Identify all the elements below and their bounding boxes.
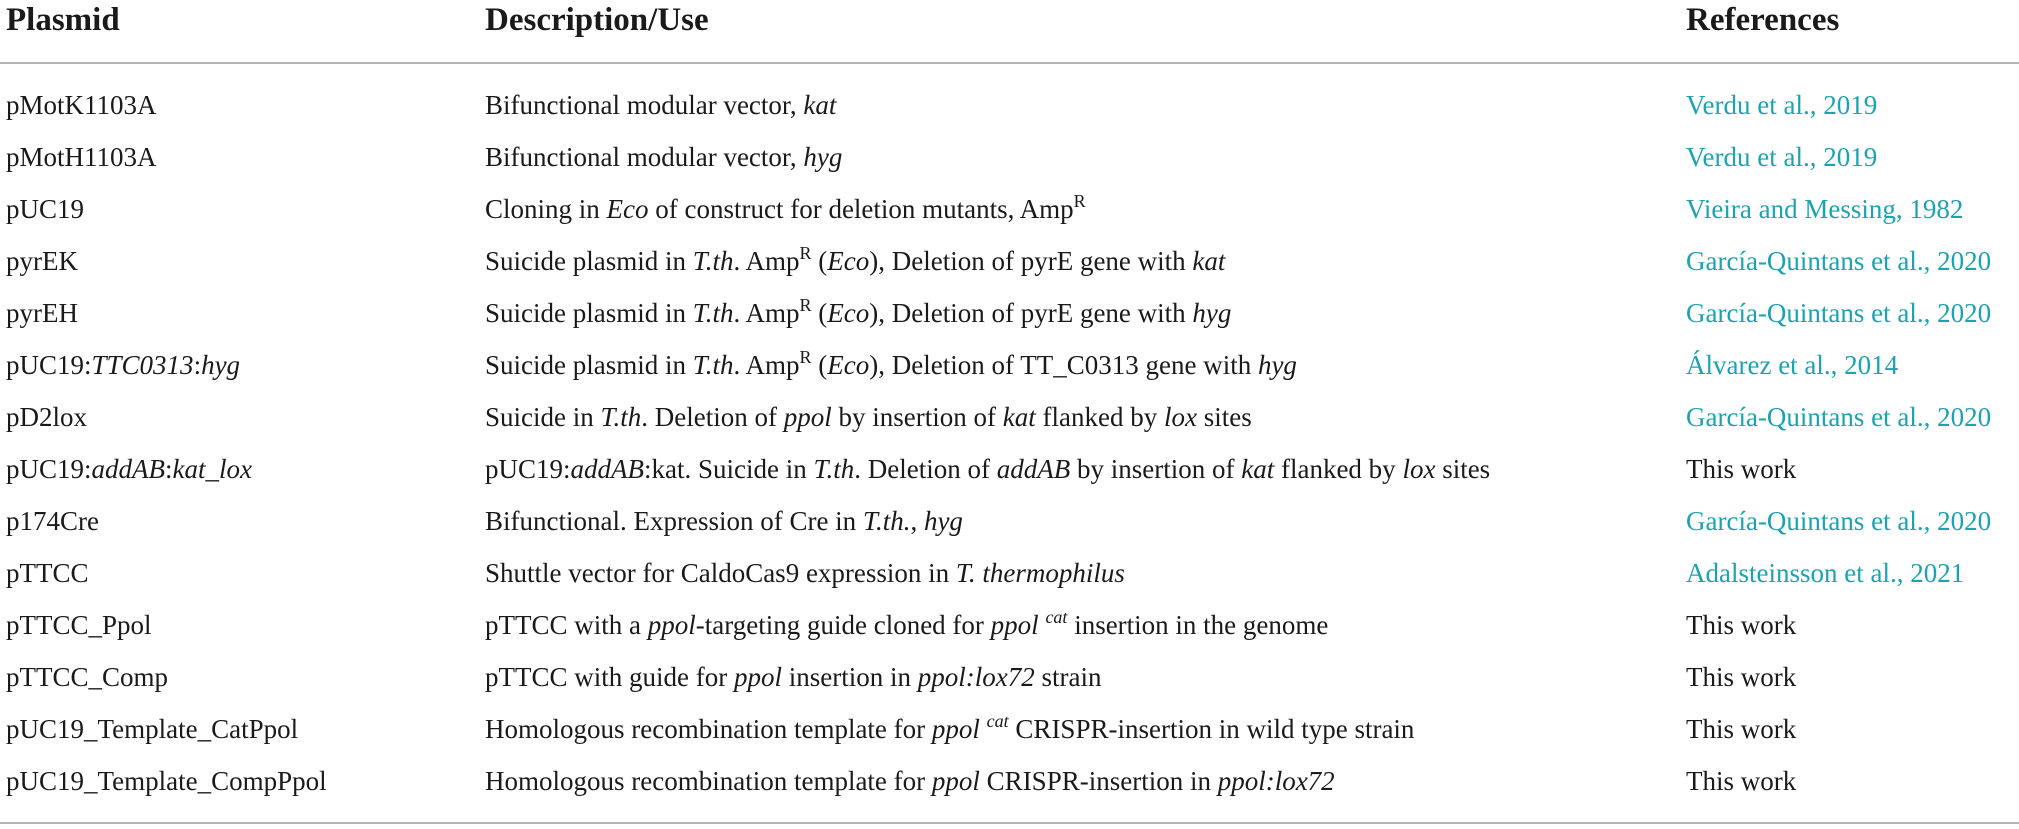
superscript-text: R — [1073, 191, 1086, 211]
description-cell — [485, 142, 842, 173]
reference-cell — [1686, 350, 1898, 381]
description-cell — [485, 402, 1252, 433]
text-segment: pUC19: — [6, 454, 92, 484]
text-segment: Bifunctional modular vector, — [485, 90, 804, 120]
reference-cell — [1686, 714, 1796, 745]
table-row — [0, 396, 2019, 448]
text-segment: Bifunctional modular vector, — [485, 142, 804, 172]
text-segment: pMotK1103A — [6, 90, 157, 120]
reference-cell — [1686, 610, 1796, 641]
table-row — [0, 344, 2019, 396]
text-segment: CRISPR-insertion in wild type strain — [1008, 714, 1415, 744]
description-cell — [485, 558, 1125, 589]
text-segment: insertion in the genome — [1067, 610, 1329, 640]
italic-text: hyg — [1192, 298, 1232, 328]
plasmid-cell — [6, 298, 78, 329]
text-segment — [980, 714, 987, 744]
reference-cell — [1686, 142, 1877, 173]
italic-text: hyg — [803, 142, 843, 172]
text-segment: Shuttle vector for CaldoCas9 expression in — [485, 558, 956, 588]
plasmid-cell — [6, 402, 87, 433]
header-references: References — [1686, 2, 1840, 38]
table-bottom-divider — [0, 822, 2019, 824]
superscript-text: R — [799, 295, 812, 315]
text-segment: Cloning in — [485, 194, 607, 224]
text-segment: insertion in — [782, 662, 918, 692]
table-row — [0, 552, 2019, 604]
italic-text: ppol — [783, 402, 832, 432]
italic-text: kat_lox — [172, 454, 253, 484]
italic-text: Eco — [827, 298, 870, 328]
text-segment: ( — [811, 298, 828, 328]
text-segment: . Deletion of — [641, 402, 784, 432]
text-segment: pTTCC_Ppol — [6, 610, 152, 640]
text-segment: strain — [1034, 662, 1102, 692]
reference-link[interactable]: García-Quintans et al., 2020 — [1686, 506, 1992, 536]
table-row — [0, 708, 2019, 760]
reference-link[interactable]: Álvarez et al., 2014 — [1686, 350, 1899, 380]
italic-text: addAB — [570, 454, 645, 484]
text-segment: by insertion of — [831, 402, 1003, 432]
reference-cell — [1686, 246, 1991, 277]
text-segment: pMotH1103A — [6, 142, 157, 172]
italic-text: Eco — [606, 194, 649, 224]
text-segment: ( — [811, 350, 828, 380]
reference-link[interactable]: García-Quintans et al., 2020 — [1686, 402, 1992, 432]
description-cell — [485, 607, 1329, 641]
italic-text: ppol:lox72 — [917, 662, 1035, 692]
italic-text: TTC0313 — [91, 350, 194, 380]
reference-cell — [1686, 402, 1991, 433]
reference-link[interactable]: García-Quintans et al., 2020 — [1686, 246, 1992, 276]
reference-cell — [1686, 90, 1877, 121]
italic-text: T.th — [692, 246, 734, 276]
text-segment: Bifunctional. Expression of Cre in — [485, 506, 863, 536]
plasmid-cell — [6, 350, 240, 381]
table-row — [0, 656, 2019, 708]
text-segment: pyrEK — [6, 246, 78, 276]
text-segment: ), Deletion of pyrE gene with — [869, 298, 1193, 328]
superscript-text: cat — [986, 711, 1009, 731]
text-segment: :kat. Suicide in — [644, 454, 814, 484]
plasmid-cell — [6, 714, 298, 745]
text-segment: This work — [1686, 662, 1797, 692]
text-segment: by insertion of — [1070, 454, 1242, 484]
text-segment: Homologous recombination template for — [485, 714, 932, 744]
reference-cell — [1686, 506, 1991, 537]
plasmid-cell — [6, 506, 99, 537]
table-header — [0, 0, 2019, 62]
italic-text: T.th — [692, 350, 734, 380]
text-segment: ), Deletion of pyrE gene with — [869, 246, 1193, 276]
plasmid-cell — [6, 142, 157, 173]
text-segment: Suicide in — [485, 402, 601, 432]
description-cell — [485, 295, 1232, 329]
header-plasmid: Plasmid — [6, 2, 120, 38]
italic-text: T.th — [813, 454, 855, 484]
table-row — [0, 604, 2019, 656]
table-row — [0, 240, 2019, 292]
reference-cell — [1686, 662, 1796, 693]
reference-cell — [1686, 454, 1796, 485]
italic-text: ppol:lox72 — [1217, 766, 1335, 796]
description-cell — [485, 243, 1226, 277]
text-segment: pUC19 — [6, 194, 85, 224]
italic-text: Eco — [827, 246, 870, 276]
reference-cell — [1686, 766, 1796, 797]
text-segment: -targeting guide cloned for — [695, 610, 991, 640]
reference-link[interactable]: Verdu et al., 2019 — [1686, 90, 1878, 120]
reference-cell — [1686, 298, 1991, 329]
italic-text: hyg — [923, 506, 963, 536]
italic-text: lox — [1402, 454, 1436, 484]
text-segment: flanked by — [1035, 402, 1164, 432]
italic-text — [987, 711, 1009, 731]
plasmid-cell — [6, 662, 168, 693]
plasmid-cell — [6, 610, 152, 641]
text-segment: pUC19_Template_CatPpol — [6, 714, 299, 744]
text-segment: pUC19: — [6, 350, 92, 380]
table-row — [0, 136, 2019, 188]
italic-text: addAB — [996, 454, 1071, 484]
text-segment: sites — [1435, 454, 1491, 484]
italic-text: Eco — [827, 350, 870, 380]
text-segment: sites — [1196, 402, 1252, 432]
plasmid-cell — [6, 246, 78, 277]
text-segment: pD2lox — [6, 402, 87, 432]
text-segment: CRISPR-insertion in — [979, 766, 1218, 796]
text-segment: pTTCC — [6, 558, 89, 588]
reference-link[interactable]: Verdu et al., 2019 — [1686, 142, 1878, 172]
text-segment: of construct for deletion mutants, Amp — [648, 194, 1074, 224]
plasmid-cell — [6, 558, 89, 589]
italic-text: T.th — [600, 402, 642, 432]
table-row — [0, 292, 2019, 344]
description-cell — [485, 90, 836, 121]
text-segment: This work — [1686, 454, 1797, 484]
plasmid-cell — [6, 454, 252, 485]
reference-link[interactable]: Adalsteinsson et al., 2021 — [1686, 558, 1965, 588]
reference-link[interactable]: García-Quintans et al., 2020 — [1686, 298, 1992, 328]
table-row — [0, 84, 2019, 136]
text-segment: Homologous recombination template for — [485, 766, 932, 796]
description-cell — [485, 347, 1297, 381]
italic-text: T. thermophilus — [955, 558, 1125, 588]
plasmid-cell — [6, 194, 84, 225]
description-cell — [485, 506, 963, 537]
italic-text: kat — [1002, 402, 1036, 432]
text-segment: This work — [1686, 610, 1797, 640]
text-segment: This work — [1686, 714, 1797, 744]
reference-cell — [1686, 558, 1964, 589]
text-segment: : — [165, 454, 173, 484]
reference-link[interactable]: Vieira and Messing, 1982 — [1686, 194, 1964, 224]
description-cell — [485, 766, 1335, 797]
text-segment: pUC19_Template_CompPpol — [6, 766, 327, 796]
text-segment: pUC19: — [485, 454, 571, 484]
italic-text: ppol — [647, 610, 696, 640]
text-segment: ), Deletion of TT_C0313 gene with — [869, 350, 1258, 380]
description-cell — [485, 711, 1415, 745]
italic-text: lox — [1163, 402, 1197, 432]
text-segment: p174Cre — [6, 506, 99, 536]
superscript-text: R — [799, 347, 812, 367]
table-body — [0, 84, 2019, 812]
text-segment: , — [910, 506, 924, 536]
text-segment: . Amp — [733, 246, 800, 276]
header-description: Description/Use — [485, 2, 709, 38]
description-cell — [485, 191, 1086, 225]
text-segment: pyrEH — [6, 298, 78, 328]
header-divider — [0, 62, 2019, 64]
italic-text: hyg — [201, 350, 241, 380]
text-segment: : — [193, 350, 202, 380]
plasmid-cell — [6, 90, 157, 121]
table-row — [0, 500, 2019, 552]
superscript-text: R — [799, 243, 812, 263]
superscript-text: cat — [1045, 607, 1068, 627]
italic-text: kat — [1241, 454, 1275, 484]
text-segment: This work — [1686, 766, 1797, 796]
italic-text: ppol — [931, 714, 980, 744]
description-cell — [485, 662, 1101, 693]
text-segment: . Amp — [733, 350, 800, 380]
description-cell — [485, 454, 1490, 485]
text-segment: pTTCC with a — [485, 610, 648, 640]
italic-text: T.th. — [862, 506, 911, 536]
text-segment: ( — [811, 246, 828, 276]
table-row — [0, 448, 2019, 500]
italic-text: hyg — [1257, 350, 1297, 380]
italic-text: T.th — [692, 298, 734, 328]
text-segment: Suicide plasmid in — [485, 350, 693, 380]
table-row — [0, 188, 2019, 240]
italic-text: kat — [803, 90, 837, 120]
text-segment: . Deletion of — [854, 454, 997, 484]
text-segment: pTTCC_Comp — [6, 662, 169, 692]
text-segment: . Amp — [733, 298, 800, 328]
text-segment: flanked by — [1274, 454, 1403, 484]
italic-text: ppol — [990, 610, 1039, 640]
reference-cell — [1686, 194, 1963, 225]
italic-text: kat — [1192, 246, 1226, 276]
table-row — [0, 760, 2019, 812]
italic-text: ppol — [733, 662, 782, 692]
italic-text: addAB — [91, 454, 166, 484]
text-segment: pTTCC with guide for — [485, 662, 734, 692]
italic-text: ppol — [931, 766, 980, 796]
plasmid-cell — [6, 766, 327, 797]
text-segment: Suicide plasmid in — [485, 246, 693, 276]
text-segment: Suicide plasmid in — [485, 298, 693, 328]
italic-text — [1045, 607, 1067, 627]
